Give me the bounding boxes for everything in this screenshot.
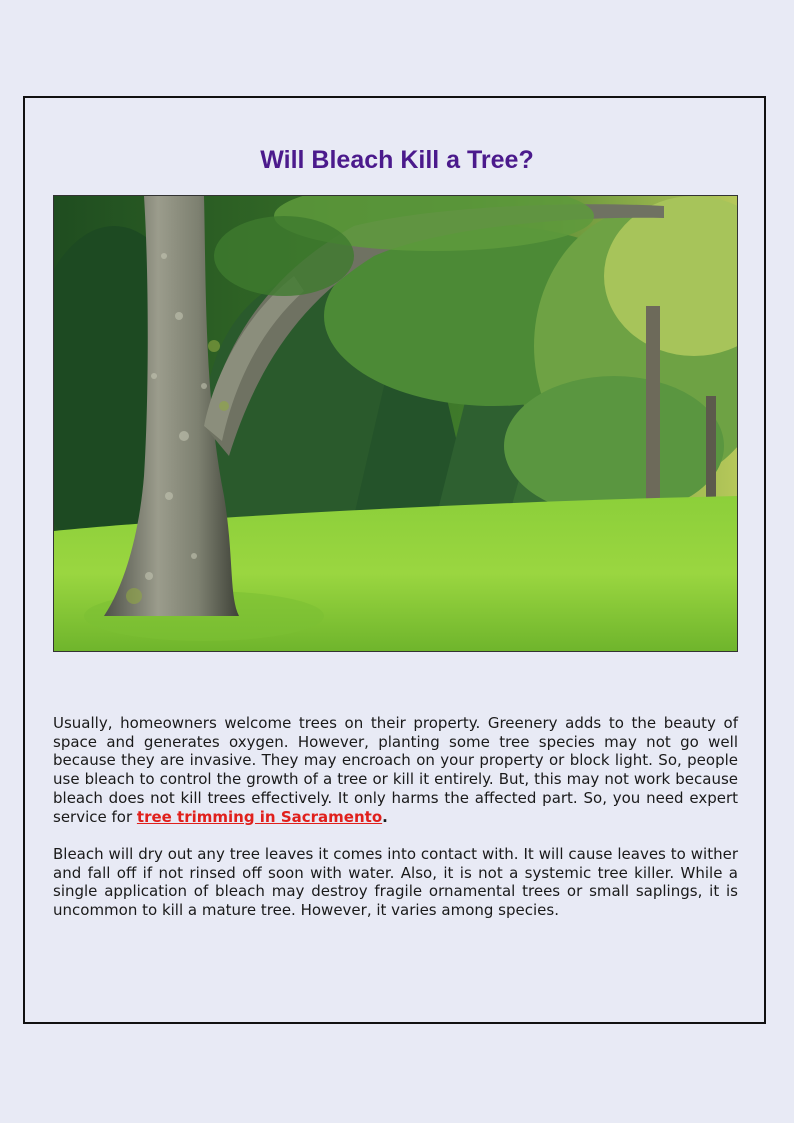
park-trees-photo-icon <box>54 196 737 651</box>
paragraph-1-tail: . <box>382 807 388 826</box>
hero-image <box>53 195 738 652</box>
paragraph-1-text: Usually, homeowners welcome trees on their property. Greenery adds to the beauty of space and generates oxygen. However, planting some tree species may not go well because they are invasive. They may encroach on your property or block light. So, people use bleach to control the growth of a tree or kill it entirely. But, this may not work because bleach does not kill trees effectively. It only harms the affected part. So, you need expert service for <box>53 714 738 826</box>
paragraph-1 <box>53 714 738 826</box>
page-title: Will Bleach Kill a Tree? <box>260 146 534 174</box>
article-body <box>53 714 738 938</box>
tree-trimming-link[interactable]: tree trimming in Sacramento <box>136 807 383 826</box>
paragraph-2: Bleach will dry out any tree leaves it comes into contact with. It will cause leaves to wither and fall off if not rinsed off soon with water. Also, it is not a systemic tree killer. While a single application of bleach may destroy fragile ornamental trees or small saplings, it is uncommon to kill a mature tree. However, it varies among species. <box>53 844 738 920</box>
